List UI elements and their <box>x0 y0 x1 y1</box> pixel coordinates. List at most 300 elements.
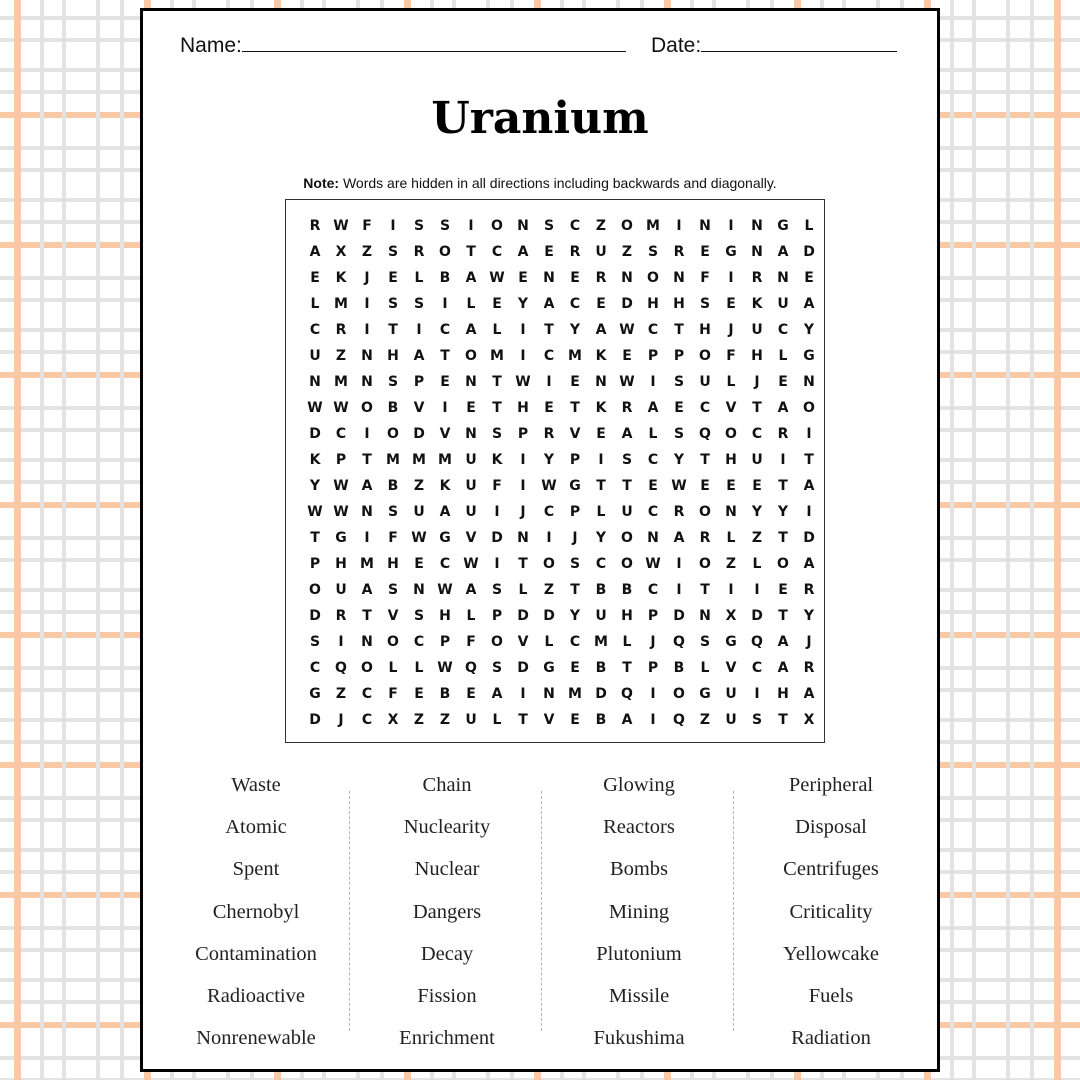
grid-letter[interactable]: I <box>676 582 682 598</box>
grid-letter[interactable]: O <box>621 556 633 572</box>
grid-letter[interactable]: A <box>361 478 373 494</box>
grid-letter[interactable]: S <box>491 582 503 598</box>
grid-letter[interactable]: L <box>622 634 632 650</box>
grid-letter[interactable]: W <box>463 556 479 572</box>
grid-letter[interactable]: C <box>439 322 451 338</box>
grid-letter[interactable]: C <box>309 660 321 676</box>
grid-letter[interactable]: A <box>465 270 477 286</box>
grid-letter[interactable]: Z <box>439 712 451 728</box>
grid-letter[interactable]: U <box>465 478 477 494</box>
grid-letter[interactable]: H <box>699 322 711 338</box>
grid-letter[interactable]: C <box>595 556 607 572</box>
grid-letter[interactable]: P <box>569 452 581 468</box>
grid-letter[interactable]: E <box>518 270 528 286</box>
grid-letter[interactable]: I <box>754 582 760 598</box>
grid-letter[interactable]: G <box>543 660 555 676</box>
grid-letter[interactable]: R <box>803 582 815 598</box>
grid-letter[interactable]: C <box>413 634 425 650</box>
grid-letter[interactable]: F <box>466 634 476 650</box>
grid-letter[interactable]: A <box>621 426 633 442</box>
grid-letter[interactable]: Y <box>569 608 581 624</box>
grid-letter[interactable]: N <box>361 634 373 650</box>
grid-letter[interactable]: J <box>728 322 734 338</box>
grid-letter[interactable]: T <box>362 452 372 468</box>
grid-letter[interactable]: P <box>673 348 685 364</box>
grid-letter[interactable]: I <box>390 218 396 234</box>
grid-letter[interactable]: F <box>726 348 736 364</box>
grid-letter[interactable]: Z <box>543 582 555 598</box>
grid-letter[interactable]: E <box>622 348 632 364</box>
grid-letter[interactable]: P <box>647 348 659 364</box>
grid-letter[interactable]: L <box>778 348 788 364</box>
grid-letter[interactable]: I <box>520 322 526 338</box>
grid-letter[interactable]: T <box>492 374 502 390</box>
grid-letter[interactable]: C <box>361 712 373 728</box>
grid-letter[interactable]: T <box>492 400 502 416</box>
grid-letter[interactable]: E <box>414 556 424 572</box>
grid-letter[interactable]: S <box>751 712 763 728</box>
grid-letter[interactable]: L <box>492 322 502 338</box>
grid-letter[interactable]: O <box>777 556 789 572</box>
grid-letter[interactable]: H <box>647 296 659 312</box>
grid-letter[interactable]: D <box>803 530 815 546</box>
grid-letter[interactable]: S <box>543 218 555 234</box>
grid-letter[interactable]: O <box>673 686 685 702</box>
grid-letter[interactable]: I <box>676 218 682 234</box>
grid-letter[interactable]: P <box>517 426 529 442</box>
grid-letter[interactable]: Q <box>465 660 477 676</box>
grid-letter[interactable]: T <box>778 712 788 728</box>
grid-letter[interactable]: E <box>804 270 814 286</box>
grid-letter[interactable]: I <box>494 556 500 572</box>
grid-letter[interactable]: Y <box>777 504 789 520</box>
grid-letter[interactable]: Y <box>803 322 815 338</box>
grid-letter[interactable]: J <box>520 504 526 520</box>
grid-letter[interactable]: V <box>725 660 737 676</box>
grid-letter[interactable]: S <box>413 296 425 312</box>
grid-letter[interactable]: R <box>621 400 633 416</box>
grid-letter[interactable]: Z <box>335 686 347 702</box>
grid-letter[interactable]: M <box>438 452 452 468</box>
grid-letter[interactable]: L <box>648 426 658 442</box>
grid-letter[interactable]: A <box>803 296 815 312</box>
grid-letter[interactable]: V <box>725 400 737 416</box>
grid-letter[interactable]: N <box>413 582 425 598</box>
grid-letter[interactable]: E <box>544 244 554 260</box>
grid-letter[interactable]: E <box>570 270 580 286</box>
grid-letter[interactable]: I <box>468 218 474 234</box>
grid-letter[interactable]: P <box>413 374 425 390</box>
grid-letter[interactable]: R <box>569 244 581 260</box>
grid-letter[interactable]: R <box>699 530 711 546</box>
grid-letter[interactable]: I <box>650 686 656 702</box>
grid-letter[interactable]: N <box>361 374 373 390</box>
grid-letter[interactable]: A <box>777 244 789 260</box>
grid-letter[interactable]: E <box>492 296 502 312</box>
grid-letter[interactable]: S <box>621 452 633 468</box>
grid-letter[interactable]: D <box>413 426 425 442</box>
grid-letter[interactable]: L <box>596 504 606 520</box>
grid-letter[interactable]: Y <box>569 322 581 338</box>
grid-letter[interactable]: L <box>726 374 736 390</box>
grid-letter[interactable]: U <box>465 504 477 520</box>
grid-letter[interactable]: U <box>751 322 763 338</box>
grid-letter[interactable]: D <box>621 296 633 312</box>
grid-letter[interactable]: O <box>725 426 737 442</box>
grid-letter[interactable]: E <box>570 660 580 676</box>
grid-letter[interactable]: T <box>674 322 684 338</box>
grid-letter[interactable]: L <box>518 582 528 598</box>
grid-letter[interactable]: R <box>413 244 425 260</box>
grid-letter[interactable]: I <box>364 322 370 338</box>
grid-letter[interactable]: I <box>728 218 734 234</box>
grid-letter[interactable]: N <box>803 374 815 390</box>
grid-letter[interactable]: K <box>309 452 321 468</box>
grid-letter[interactable]: B <box>595 582 607 598</box>
grid-letter[interactable]: M <box>568 348 582 364</box>
grid-letter[interactable]: W <box>671 478 687 494</box>
grid-letter[interactable]: K <box>595 348 607 364</box>
grid-letter[interactable]: V <box>569 426 581 442</box>
grid-letter[interactable]: E <box>778 374 788 390</box>
grid-letter[interactable]: E <box>700 478 710 494</box>
grid-letter[interactable]: N <box>595 374 607 390</box>
grid-letter[interactable]: L <box>544 634 554 650</box>
grid-letter[interactable]: W <box>437 582 453 598</box>
grid-letter[interactable]: U <box>465 712 477 728</box>
grid-letter[interactable]: B <box>621 582 633 598</box>
grid-letter[interactable]: N <box>361 504 373 520</box>
grid-letter[interactable]: N <box>517 218 529 234</box>
grid-letter[interactable]: S <box>387 244 399 260</box>
grid-letter[interactable]: D <box>517 608 529 624</box>
grid-letter[interactable]: F <box>492 478 502 494</box>
grid-letter[interactable]: B <box>387 478 399 494</box>
grid-letter[interactable]: C <box>647 322 659 338</box>
grid-letter[interactable]: E <box>778 582 788 598</box>
grid-letter[interactable]: U <box>699 374 711 390</box>
grid-letter[interactable]: I <box>520 452 526 468</box>
grid-letter[interactable]: C <box>439 556 451 572</box>
grid-letter[interactable]: U <box>621 504 633 520</box>
grid-letter[interactable]: A <box>361 582 373 598</box>
grid-letter[interactable]: V <box>413 400 425 416</box>
grid-letter[interactable]: P <box>647 660 659 676</box>
grid-letter[interactable]: B <box>439 686 451 702</box>
grid-letter[interactable]: Z <box>413 478 425 494</box>
grid-letter[interactable]: E <box>700 244 710 260</box>
grid-letter[interactable]: I <box>728 270 734 286</box>
grid-letter[interactable]: U <box>725 712 737 728</box>
grid-letter[interactable]: U <box>751 452 763 468</box>
grid-letter[interactable]: G <box>309 686 321 702</box>
grid-letter[interactable]: X <box>725 608 737 624</box>
grid-letter[interactable]: I <box>364 426 370 442</box>
grid-letter[interactable]: L <box>804 218 814 234</box>
grid-letter[interactable]: P <box>491 608 503 624</box>
grid-letter[interactable]: I <box>754 686 760 702</box>
grid-letter[interactable]: S <box>413 608 425 624</box>
grid-letter[interactable]: M <box>412 452 426 468</box>
grid-letter[interactable]: R <box>673 244 685 260</box>
grid-letter[interactable]: Z <box>699 712 711 728</box>
grid-letter[interactable]: V <box>439 426 451 442</box>
grid-letter[interactable]: E <box>388 270 398 286</box>
grid-letter[interactable]: C <box>335 426 347 442</box>
grid-letter[interactable]: E <box>466 400 476 416</box>
grid-letter[interactable]: A <box>803 686 815 702</box>
grid-letter[interactable]: V <box>517 634 529 650</box>
grid-letter[interactable]: E <box>466 686 476 702</box>
grid-letter[interactable]: T <box>752 400 762 416</box>
grid-letter[interactable]: J <box>650 634 656 650</box>
grid-letter[interactable]: I <box>416 322 422 338</box>
grid-letter[interactable]: I <box>364 530 370 546</box>
grid-letter[interactable]: E <box>726 478 736 494</box>
grid-letter[interactable]: A <box>777 400 789 416</box>
grid-letter[interactable]: T <box>388 322 398 338</box>
grid-letter[interactable]: A <box>647 400 659 416</box>
grid-letter[interactable]: N <box>465 426 477 442</box>
grid-letter[interactable]: D <box>309 426 321 442</box>
grid-letter[interactable]: C <box>543 504 555 520</box>
grid-letter[interactable]: O <box>439 244 451 260</box>
grid-letter[interactable]: I <box>728 582 734 598</box>
grid-letter[interactable]: A <box>595 322 607 338</box>
grid-letter[interactable]: W <box>333 504 349 520</box>
grid-letter[interactable]: P <box>647 608 659 624</box>
grid-letter[interactable]: Q <box>699 426 711 442</box>
grid-letter[interactable]: L <box>414 660 424 676</box>
grid-letter[interactable]: W <box>515 374 531 390</box>
grid-letter[interactable]: D <box>543 608 555 624</box>
grid-letter[interactable]: A <box>309 244 321 260</box>
grid-letter[interactable]: N <box>361 348 373 364</box>
grid-letter[interactable]: E <box>752 478 762 494</box>
grid-letter[interactable]: S <box>491 660 503 676</box>
grid-letter[interactable]: O <box>803 400 815 416</box>
grid-letter[interactable]: Z <box>361 244 373 260</box>
grid-letter[interactable]: L <box>466 608 476 624</box>
grid-letter[interactable]: G <box>335 530 347 546</box>
grid-letter[interactable]: T <box>700 452 710 468</box>
grid-letter[interactable]: F <box>388 530 398 546</box>
grid-letter[interactable]: F <box>700 270 710 286</box>
grid-letter[interactable]: O <box>699 504 711 520</box>
grid-letter[interactable]: A <box>803 556 815 572</box>
grid-letter[interactable]: I <box>520 478 526 494</box>
grid-letter[interactable]: T <box>362 608 372 624</box>
grid-letter[interactable]: T <box>778 530 788 546</box>
grid-letter[interactable]: T <box>700 582 710 598</box>
grid-letter[interactable]: N <box>699 218 711 234</box>
grid-letter[interactable]: Z <box>621 244 633 260</box>
grid-letter[interactable]: A <box>491 686 503 702</box>
grid-letter[interactable]: E <box>596 426 606 442</box>
grid-letter[interactable]: B <box>387 400 399 416</box>
grid-letter[interactable]: U <box>413 504 425 520</box>
grid-letter[interactable]: P <box>309 556 321 572</box>
grid-letter[interactable]: U <box>595 608 607 624</box>
grid-letter[interactable]: U <box>309 348 321 364</box>
grid-letter[interactable]: N <box>465 374 477 390</box>
grid-letter[interactable]: M <box>490 348 504 364</box>
grid-letter[interactable]: Z <box>595 218 607 234</box>
grid-letter[interactable]: C <box>543 348 555 364</box>
grid-letter[interactable]: I <box>546 530 552 546</box>
grid-letter[interactable]: R <box>751 270 763 286</box>
name-blank[interactable] <box>242 31 626 52</box>
grid-letter[interactable]: W <box>489 270 505 286</box>
grid-letter[interactable]: U <box>725 686 737 702</box>
grid-letter[interactable]: R <box>803 660 815 676</box>
grid-letter[interactable]: C <box>751 426 763 442</box>
grid-letter[interactable]: E <box>570 374 580 390</box>
grid-letter[interactable]: W <box>437 660 453 676</box>
grid-letter[interactable]: D <box>491 530 503 546</box>
grid-letter[interactable]: S <box>309 634 321 650</box>
grid-letter[interactable]: G <box>699 686 711 702</box>
grid-letter[interactable]: C <box>647 504 659 520</box>
grid-letter[interactable]: E <box>648 478 658 494</box>
grid-letter[interactable]: K <box>595 400 607 416</box>
grid-letter[interactable]: A <box>803 478 815 494</box>
grid-letter[interactable]: Z <box>751 530 763 546</box>
grid-letter[interactable]: I <box>650 374 656 390</box>
grid-letter[interactable]: I <box>338 634 344 650</box>
grid-letter[interactable]: C <box>309 322 321 338</box>
grid-letter[interactable]: Y <box>751 504 763 520</box>
grid-letter[interactable]: I <box>780 452 786 468</box>
grid-letter[interactable]: O <box>465 348 477 364</box>
grid-letter[interactable]: F <box>388 686 398 702</box>
grid-letter[interactable]: C <box>647 452 659 468</box>
grid-letter[interactable]: N <box>543 686 555 702</box>
grid-letter[interactable]: R <box>673 504 685 520</box>
grid-letter[interactable]: O <box>491 218 503 234</box>
grid-letter[interactable]: Y <box>673 452 685 468</box>
grid-letter[interactable]: I <box>520 348 526 364</box>
grid-letter[interactable]: D <box>673 608 685 624</box>
grid-letter[interactable]: I <box>676 556 682 572</box>
grid-letter[interactable]: L <box>388 660 398 676</box>
grid-letter[interactable]: O <box>361 660 373 676</box>
grid-letter[interactable]: W <box>307 504 323 520</box>
grid-letter[interactable]: S <box>673 374 685 390</box>
grid-letter[interactable]: T <box>622 478 632 494</box>
grid-letter[interactable]: E <box>310 270 320 286</box>
grid-letter[interactable]: X <box>387 712 399 728</box>
grid-letter[interactable]: N <box>621 270 633 286</box>
grid-letter[interactable]: U <box>595 244 607 260</box>
grid-letter[interactable]: S <box>491 426 503 442</box>
grid-letter[interactable]: K <box>439 478 451 494</box>
grid-letter[interactable]: L <box>492 712 502 728</box>
grid-letter[interactable]: C <box>569 296 581 312</box>
grid-letter[interactable]: W <box>619 374 635 390</box>
grid-letter[interactable]: S <box>673 426 685 442</box>
grid-letter[interactable]: G <box>803 348 815 364</box>
grid-letter[interactable]: W <box>307 400 323 416</box>
grid-letter[interactable]: L <box>752 556 762 572</box>
grid-letter[interactable]: V <box>465 530 477 546</box>
grid-letter[interactable]: G <box>569 478 581 494</box>
grid-letter[interactable]: D <box>517 660 529 676</box>
grid-letter[interactable]: T <box>310 530 320 546</box>
grid-letter[interactable]: U <box>465 452 477 468</box>
grid-letter[interactable]: T <box>570 400 580 416</box>
grid-letter[interactable]: A <box>413 348 425 364</box>
grid-letter[interactable]: J <box>754 374 760 390</box>
grid-letter[interactable]: K <box>751 296 763 312</box>
grid-letter[interactable]: Z <box>725 556 737 572</box>
grid-letter[interactable]: Y <box>309 478 321 494</box>
grid-letter[interactable]: S <box>387 582 399 598</box>
grid-letter[interactable]: W <box>333 478 349 494</box>
grid-letter[interactable]: U <box>777 296 789 312</box>
grid-letter[interactable]: U <box>335 582 347 598</box>
grid-letter[interactable]: L <box>310 296 320 312</box>
grid-letter[interactable]: A <box>465 322 477 338</box>
grid-letter[interactable]: P <box>439 634 451 650</box>
grid-letter[interactable]: W <box>645 556 661 572</box>
grid-letter[interactable]: T <box>544 322 554 338</box>
grid-letter[interactable]: S <box>699 634 711 650</box>
grid-letter[interactable]: H <box>673 296 685 312</box>
grid-letter[interactable]: O <box>699 348 711 364</box>
grid-letter[interactable]: L <box>700 660 710 676</box>
grid-letter[interactable]: I <box>650 712 656 728</box>
grid-letter[interactable]: X <box>335 244 347 260</box>
grid-letter[interactable]: G <box>439 530 451 546</box>
grid-letter[interactable]: N <box>647 530 659 546</box>
grid-letter[interactable]: A <box>777 660 789 676</box>
grid-letter[interactable]: B <box>595 660 607 676</box>
grid-letter[interactable]: W <box>619 322 635 338</box>
grid-letter[interactable]: P <box>335 452 347 468</box>
grid-letter[interactable]: W <box>541 478 557 494</box>
grid-letter[interactable]: G <box>725 634 737 650</box>
grid-letter[interactable]: M <box>386 452 400 468</box>
grid-letter[interactable]: F <box>362 218 372 234</box>
grid-letter[interactable]: S <box>439 218 451 234</box>
grid-letter[interactable]: T <box>518 712 528 728</box>
grid-letter[interactable]: A <box>543 296 555 312</box>
grid-letter[interactable]: E <box>674 400 684 416</box>
grid-letter[interactable]: I <box>806 504 812 520</box>
grid-letter[interactable]: T <box>804 452 814 468</box>
grid-letter[interactable]: I <box>546 374 552 390</box>
grid-letter[interactable]: H <box>387 348 399 364</box>
grid-letter[interactable]: L <box>466 296 476 312</box>
grid-letter[interactable]: V <box>543 712 555 728</box>
grid-letter[interactable]: S <box>647 244 659 260</box>
grid-letter[interactable]: T <box>570 582 580 598</box>
grid-letter[interactable]: P <box>569 504 581 520</box>
grid-letter[interactable]: I <box>806 426 812 442</box>
grid-letter[interactable]: I <box>442 400 448 416</box>
grid-letter[interactable]: C <box>647 582 659 598</box>
grid-letter[interactable]: T <box>596 478 606 494</box>
grid-letter[interactable]: Q <box>621 686 633 702</box>
grid-letter[interactable]: S <box>387 296 399 312</box>
grid-letter[interactable]: R <box>543 426 555 442</box>
grid-letter[interactable]: J <box>364 270 370 286</box>
grid-letter[interactable]: A <box>673 530 685 546</box>
grid-letter[interactable]: N <box>517 530 529 546</box>
grid-letter[interactable]: X <box>803 712 815 728</box>
grid-letter[interactable]: Q <box>751 634 763 650</box>
